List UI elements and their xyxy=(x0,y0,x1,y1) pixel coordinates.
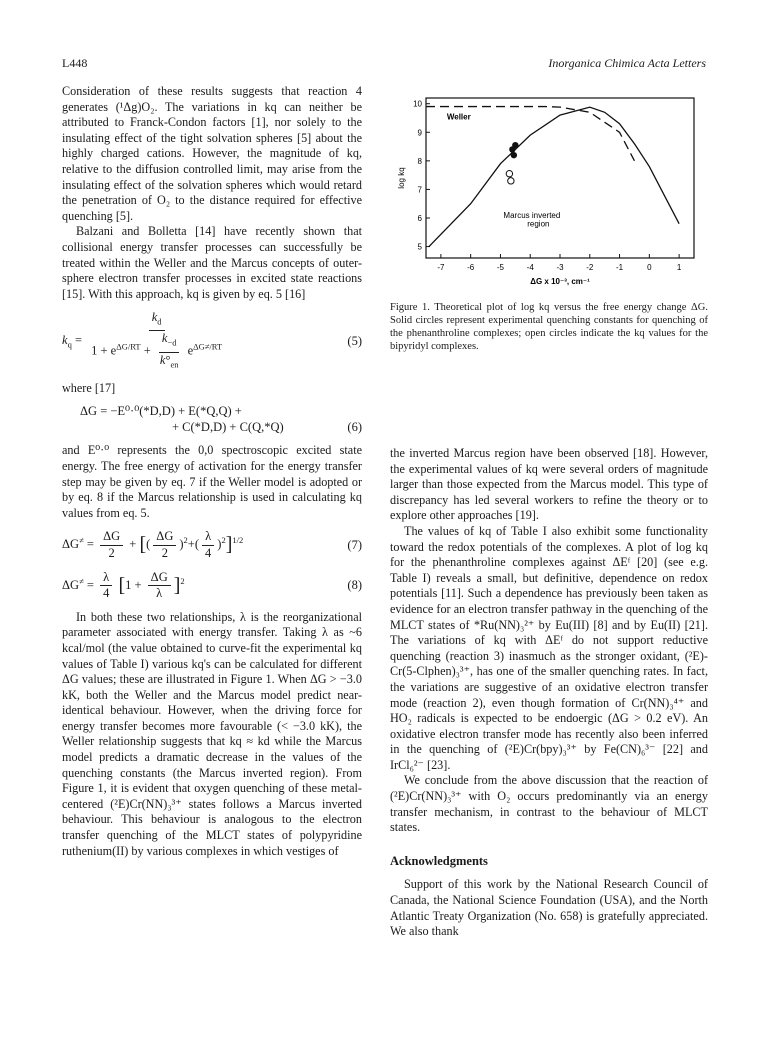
equation-5: $k_q$ = $k_d$ $1 + e^{\Delta G/RT}$ + $\frac{k_{-d}}{k^\circ_{en}}$ $e^{\Delta G\ne/RT}$ (5) xyxy=(62,310,362,369)
paragraph: Consideration of these results suggests that reaction 4 generates (¹Δg)O₂. The variations in kq can neither be attributed to Franck-Condon factors [1], nor solely to the insulating effect of the tight solvation spheres [5] about the highly charged cations. However, the magnitude of kq, relative to the diffusion controlled limit, may arise from the insulating effect of the solvation spheres which would retard the penetration of O₂ to the distance required for effective quenching [5]. xyxy=(62,84,362,223)
y-axis-label: log kq xyxy=(397,167,406,189)
data-point-solid xyxy=(511,152,517,158)
y-tick-label: 5 xyxy=(417,242,422,252)
paragraph: The values of kq of Table I also exhibit some functionality toward the redox potentials of the complexes. A plot of log kq for the phenanthroline complexes against ΔEᶠ [20] (see e.g. Table I) reveals a small, but definitive, dependence on redox potentials [11]. Such a dependence has previously been taken as evidence for an electron transfer pathway in the quenching of the MLCT states of *Ru(NN)₃²⁺ by Eu(III) [8] and by Eu(II) [21]. The variations of kq with ΔEᶠ do not support reductive quenching (reaction 3) inasmuch as the stronger oxidant, (²E)-Cr(5-Clphen)₃³⁺, has one of the smaller quenching rates. In fact, the variations are suggestive of an oxidative electron transfer mode (reaction 2), even though formation of Cr(NN)₃⁴⁺ and HO₂ radicals is expected to be endoergic (ΔG > 0.2 eV). An oxidative electron transfer mode has recently also been inferred in the quenching of (²E)Cr(bpy)₃³⁺ by Fe(CN)₆³⁻ [22] and IrCl₆²⁻ [23]. xyxy=(390,523,708,772)
right-column xyxy=(390,446,708,940)
log-kq-chart xyxy=(390,90,708,290)
equation-number: (5) xyxy=(347,333,362,348)
series-label-weller: Weller xyxy=(446,112,471,122)
paragraph: Support of this work by the National Research Council of Canada, the National Science Foundation (USA), and the North Atlantic Treaty Organization (No. 658) is gratefully appreciated. We also thank xyxy=(390,877,708,939)
paragraph: In both these two relationships, λ is the reorganizational parameter associated with energy transfer. Taking λ as ~6 kcal/mol (the value obtained to curve-fit the experimental kq values of Table I) various kq's can be calculated for different ΔG values; these are illustrated in Figure 1. When ΔG > −3.0 kK, both the Weller and the Marcus model predict near-identical behaviour. However, when the driving force for energy transfer becomes more favourable (< −3.0 kK), the Weller relationship suggests that kq ≈ kd while the Marcus model predicts a dramatic decrease in the values of the quenching constants (the Marcus inverted region). From Figure 1, it is evident that oxygen quenching of these metal-centered (²E)Cr(NN)₃³⁺ states follows a Marcus inverted behaviour. This behaviour is analogous to the electron transfer quenching of the MLCT states of polypyridine ruthenium(II) by various complexes in which vestiges of xyxy=(62,609,362,858)
equation-6 xyxy=(62,404,362,435)
figure-1 xyxy=(390,90,708,353)
figure-caption: Figure 1. Theoretical plot of log kq versus the free energy change ΔG. Solid circles represent experimental quenching constants for quenching of the phenanthroline complexes; open circles indicate the kq values for the bipyridyl complexes. xyxy=(390,302,708,352)
x-tick-label: -4 xyxy=(526,263,534,272)
x-tick-label: -6 xyxy=(467,263,475,272)
section-heading: Acknowledgments xyxy=(390,853,488,868)
equation-number: (8) xyxy=(347,577,362,592)
data-point-open xyxy=(508,178,514,184)
equation-line: + C(*D,D) + C(Q,*Q) xyxy=(172,419,284,434)
x-tick-label: -3 xyxy=(556,263,564,272)
y-tick-label: 7 xyxy=(417,185,422,195)
x-tick-label: 1 xyxy=(676,263,682,272)
paragraph: the inverted Marcus region have been observed [18]. However, the experimental values of kq were several orders of magnitude larger than those expected from the Marcus model. This type of discrepancy has led several workers to refine the theory or to explore other approaches [19]. xyxy=(390,446,708,523)
series-label-marcus: Marcus inverted xyxy=(503,211,561,220)
plot-frame xyxy=(426,98,694,258)
x-tick-label: -2 xyxy=(586,263,594,272)
y-tick-label: 6 xyxy=(417,214,422,223)
journal-title: Inorganica Chimica Acta Letters xyxy=(548,56,706,70)
data-point-open xyxy=(506,171,512,177)
x-tick-label: -1 xyxy=(615,263,624,272)
y-tick-label: 8 xyxy=(417,156,422,166)
paragraph: Balzani and Bolletta [14] have recently shown that collisional energy transfer processes can successfully be treated within the Weller and the Marcus concepts of outer-sphere electron transfer processes in excited state reactions [15]. With this approach, kq is given by eq. 5 [16] xyxy=(62,224,362,301)
y-tick-label: 9 xyxy=(417,128,422,138)
equation-7: ΔG≠ = $\frac{\Delta G}{2}$ + [( $\frac{\Delta G}{2}$ )$^2$+( $\frac{\lambda}{4}$ )$^2$]$^{1/2}$ (7) xyxy=(62,529,362,560)
paragraph: and E⁰·⁰ represents the 0,0 spectroscopic excited state energy. The free energy of activation for the energy transfer step may be given by eq. 7 if the Weller model is adopted or by eq. 8 if the Marcus relationship is used in calculating kq values from eq. 5. xyxy=(62,443,362,520)
y-tick-label: 10 xyxy=(413,99,422,109)
page-number: L448 xyxy=(62,56,88,70)
equation-number: (7) xyxy=(347,537,362,552)
paragraph: We conclude from the above discussion that the reaction of (²E)Cr(NN)₃³⁺ with O₂ occurs predominantly via an energy transfer mechanism, in contrast to the behaviour of MLCT states. xyxy=(390,773,708,835)
x-tick-label: 0 xyxy=(647,263,652,272)
x-axis-label: ΔG x 10⁻³, cm⁻¹ xyxy=(530,277,590,286)
series-line-marcus xyxy=(429,107,679,246)
equation-line: ΔG = −E⁰·⁰(*D,D) + E(*Q,Q) + xyxy=(80,404,242,419)
paragraph: where [17] xyxy=(62,380,116,395)
left-column xyxy=(62,84,362,859)
equation-number: (6) xyxy=(347,419,362,434)
equation-8: ΔG≠ = $\frac{\lambda}{4}$ [1 + $\frac{\Delta G}{\lambda}$ ]$^2$ (8) xyxy=(62,569,362,601)
x-tick-label: -7 xyxy=(437,263,445,272)
data-point-solid xyxy=(512,142,518,148)
series-label-marcus: region xyxy=(527,219,550,229)
x-tick-label: -5 xyxy=(496,263,505,272)
